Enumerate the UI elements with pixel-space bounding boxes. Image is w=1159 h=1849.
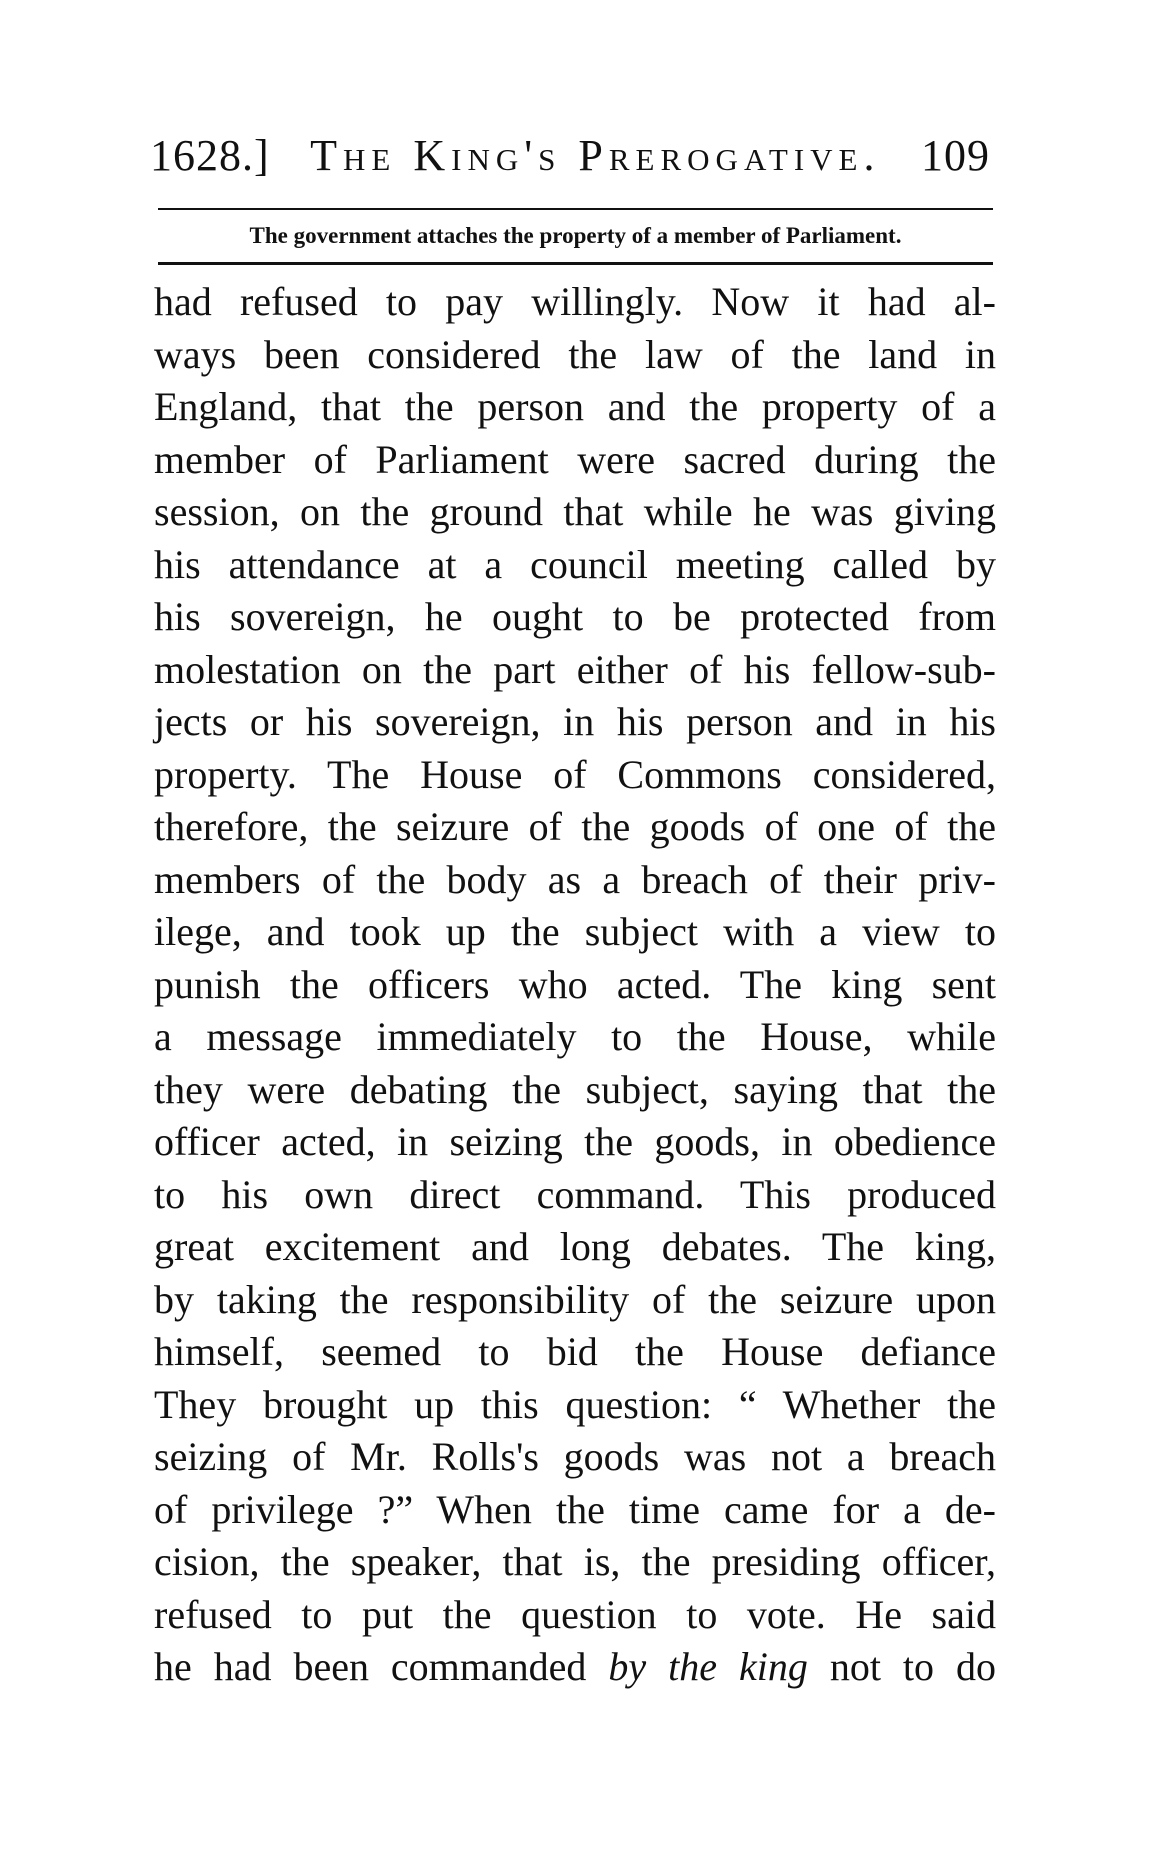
header-rule-bottom xyxy=(158,262,993,265)
text-line-last xyxy=(154,1641,996,1694)
text-line: member of Parliament were sacred during the xyxy=(154,436,996,482)
text-line: a message immediately to the House, while xyxy=(154,1014,996,1059)
text-line: punish the officers who acted. The king sent xyxy=(154,961,996,1007)
body-text xyxy=(154,276,996,1694)
text-line: they were debating the subject, saying that the xyxy=(154,1066,996,1112)
italic-emphasis: by the king xyxy=(608,1644,808,1689)
text-line: session, on the ground that while he was giving xyxy=(154,489,996,534)
text-line: himself, seemed to bid the House defiance xyxy=(154,1329,996,1374)
text-line: by taking the responsibility of the seizure upon xyxy=(154,1276,996,1322)
text-line: ilege, and took up the subject with a view to xyxy=(154,909,996,954)
text-line: officer acted, in seizing the goods, in obedience xyxy=(154,1119,996,1164)
text-line: seizing of Mr. Rolls's goods was not a breach xyxy=(154,1434,996,1479)
last-line-end: not to do xyxy=(807,1644,996,1689)
text-line: jects or his sovereign, in his person and in his xyxy=(154,699,996,744)
text-line: his sovereign, he ought to be protected from xyxy=(154,594,996,639)
text-line: had refused to pay willingly. Now it had al- xyxy=(154,279,996,324)
text-line: therefore, the seizure of the goods of one of the xyxy=(154,804,996,849)
text-line: of privilege ?” When the time came for a de- xyxy=(154,1486,996,1532)
marginal-summary: The government attaches the property of a member of Parliament. xyxy=(249,223,902,248)
text-line: property. The House of Commons considered, xyxy=(154,751,996,797)
page-number: 109 xyxy=(921,131,990,180)
header-year: 1628.] xyxy=(150,131,270,180)
last-line-start: he had been commanded xyxy=(154,1644,609,1689)
text-line: They brought up this question: “ Whether the xyxy=(154,1381,996,1427)
header-title: The King's Prerogative. xyxy=(310,131,881,180)
text-line: ways been considered the law of the land in xyxy=(154,331,996,377)
text-line: refused to put the question to vote. He said xyxy=(154,1591,996,1637)
running-head xyxy=(150,130,990,190)
text-line: England, that the person and the property of a xyxy=(154,384,996,429)
text-line: members of the body as a breach of their priv- xyxy=(154,856,996,902)
text-line: molestation on the part either of his fellow-sub- xyxy=(154,646,996,692)
text-line: great excitement and long debates. The king, xyxy=(154,1224,996,1269)
header-rule-top xyxy=(158,208,993,210)
text-line: his attendance at a council meeting called by xyxy=(154,541,996,587)
text-line: to his own direct command. This produced xyxy=(154,1171,996,1217)
text-line: cision, the speaker, that is, the presiding officer, xyxy=(154,1539,996,1584)
